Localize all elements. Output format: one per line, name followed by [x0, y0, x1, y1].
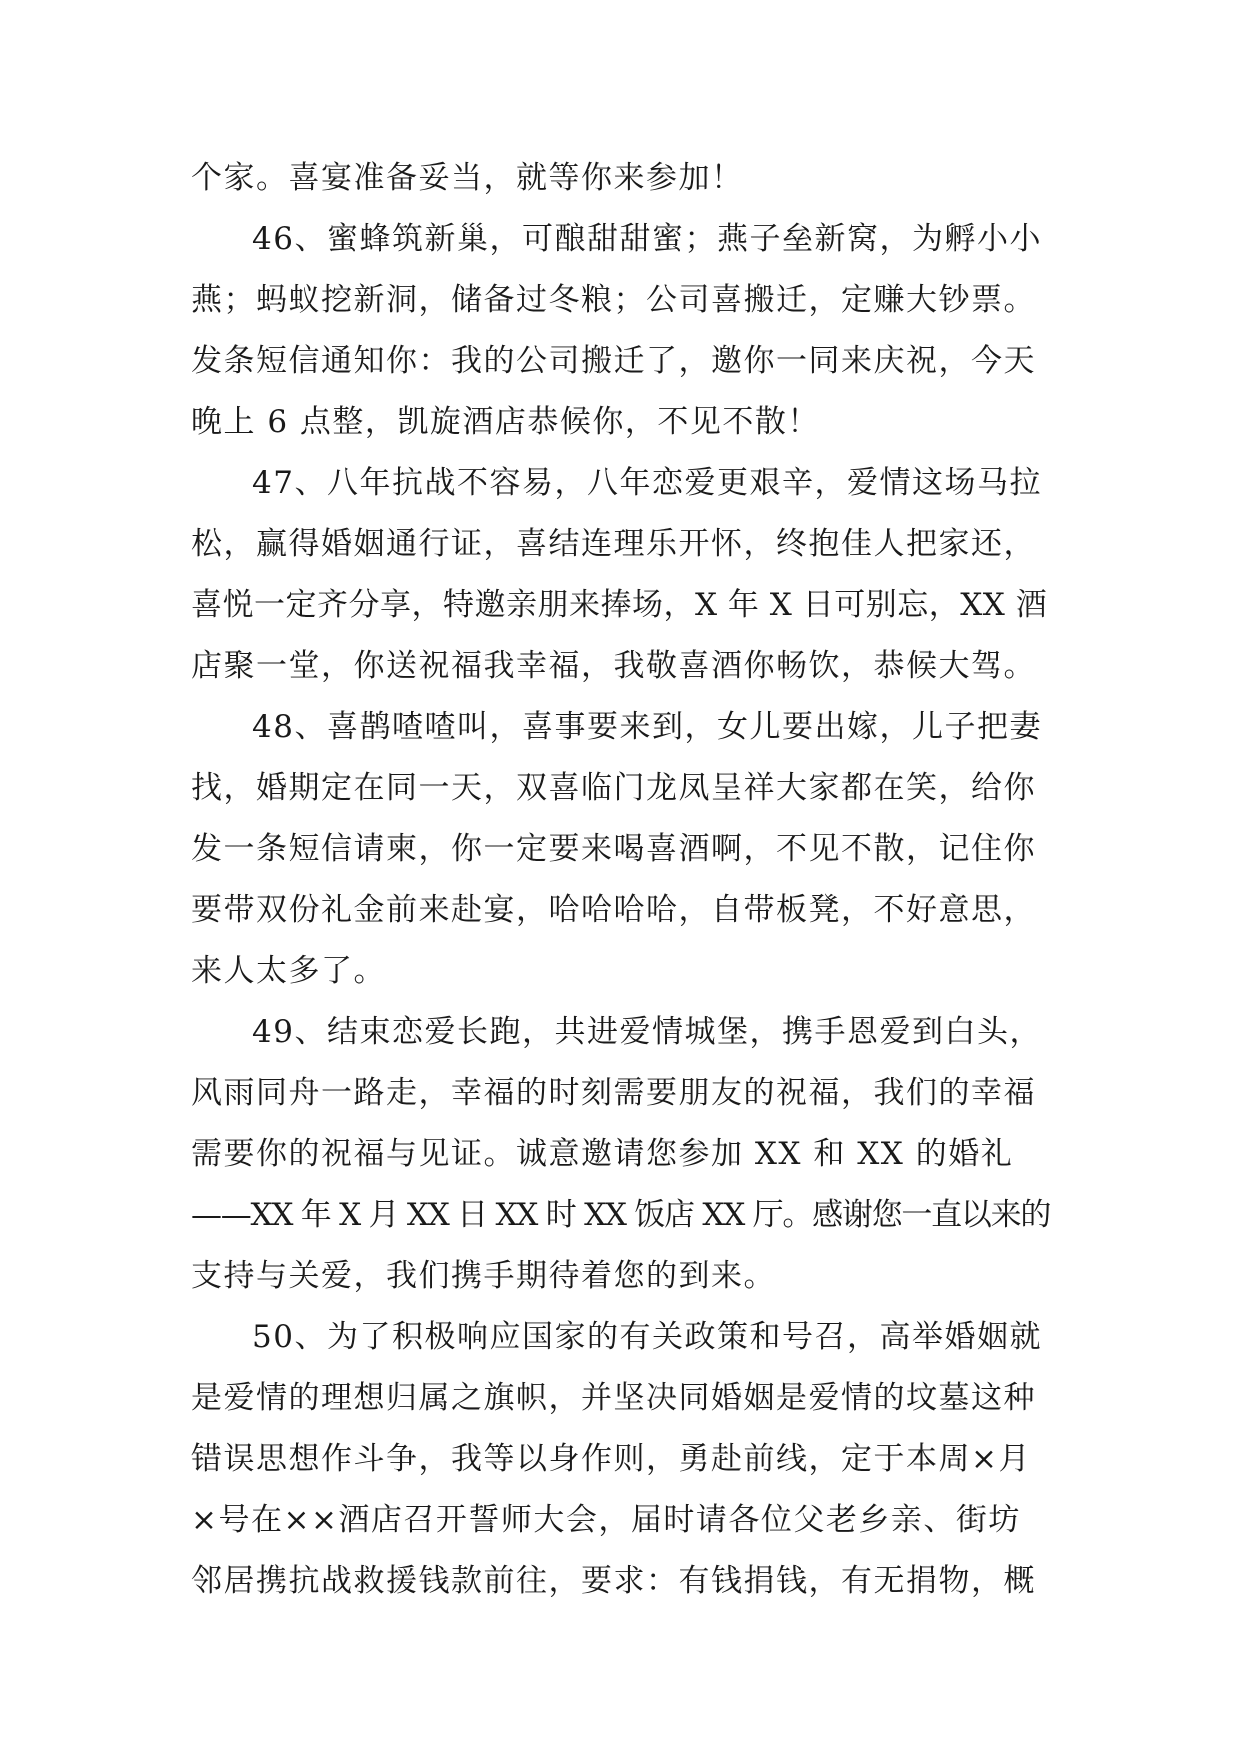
text-line: 支持与关爱，我们携手期待着您的到来。	[191, 1258, 776, 1294]
text-line: ——XX 年 X 月 XX 日 XX 时 XX 饭店 XX 厅。感谢您一直以来的	[191, 1197, 1051, 1233]
text-line: ×号在××酒店召开誓师大会，届时请各位父老乡亲、街坊	[191, 1502, 1021, 1538]
text-line: 是爱情的理想归属之旗帜，并坚决同婚姻是爱情的坟墓这种	[191, 1380, 1036, 1416]
text-line: 邻居携抗战救援钱款前往，要求：有钱捐钱，有无捐物，概	[191, 1563, 1036, 1599]
text-line: 需要你的祝福与见证。诚意邀请您参加 XX 和 XX 的婚礼	[191, 1136, 1014, 1172]
document-body	[191, 148, 1051, 1612]
text-line: 47、八年抗战不容易，八年恋爱更艰辛，爱情这场马拉	[252, 465, 1042, 501]
text-line: 店聚一堂，你送祝福我幸福，我敬喜酒你畅饮，恭候大驾。	[191, 648, 1036, 684]
text-line: 风雨同舟一路走，幸福的时刻需要朋友的祝福，我们的幸福	[191, 1075, 1036, 1111]
text-line: 发一条短信请柬，你一定要来喝喜酒啊，不见不散，记住你	[191, 831, 1036, 867]
text-line: 50、为了积极响应国家的有关政策和号召，高举婚姻就	[252, 1319, 1042, 1355]
text-line: 错误思想作斗争，我等以身作则，勇赴前线，定于本周×月	[191, 1441, 1031, 1477]
text-line: 燕；蚂蚁挖新洞，储备过冬粮；公司喜搬迁，定赚大钞票。	[191, 282, 1036, 318]
text-line: 晚上 6 点整，凯旋酒店恭候你，不见不散！	[191, 404, 820, 440]
text-line: 要带双份礼金前来赴宴，哈哈哈哈，自带板凳，不好意思，	[191, 892, 1036, 928]
text-line: 个家。喜宴准备妥当，就等你来参加！	[191, 160, 744, 196]
text-line: 松，赢得婚姻通行证，喜结连理乐开怀，终抱佳人把家还，	[191, 526, 1036, 562]
text-line: 喜悦一定齐分享，特邀亲朋来捧场，X 年 X 日可别忘，XX 酒	[191, 587, 1048, 623]
text-line: 来人太多了。	[191, 953, 386, 989]
text-line: 48、喜鹊喳喳叫，喜事要来到，女儿要出嫁，儿子把妻	[252, 709, 1042, 745]
text-line: 46、蜜蜂筑新巢，可酿甜甜蜜；燕子垒新窝，为孵小小	[252, 221, 1042, 257]
text-line: 49、结束恋爱长跑，共进爱情城堡，携手恩爱到白头，	[252, 1014, 1042, 1050]
text-line: 发条短信通知你：我的公司搬迁了，邀你一同来庆祝，今天	[191, 343, 1036, 379]
text-line: 找，婚期定在同一天，双喜临门龙凤呈祥大家都在笑，给你	[191, 770, 1036, 806]
